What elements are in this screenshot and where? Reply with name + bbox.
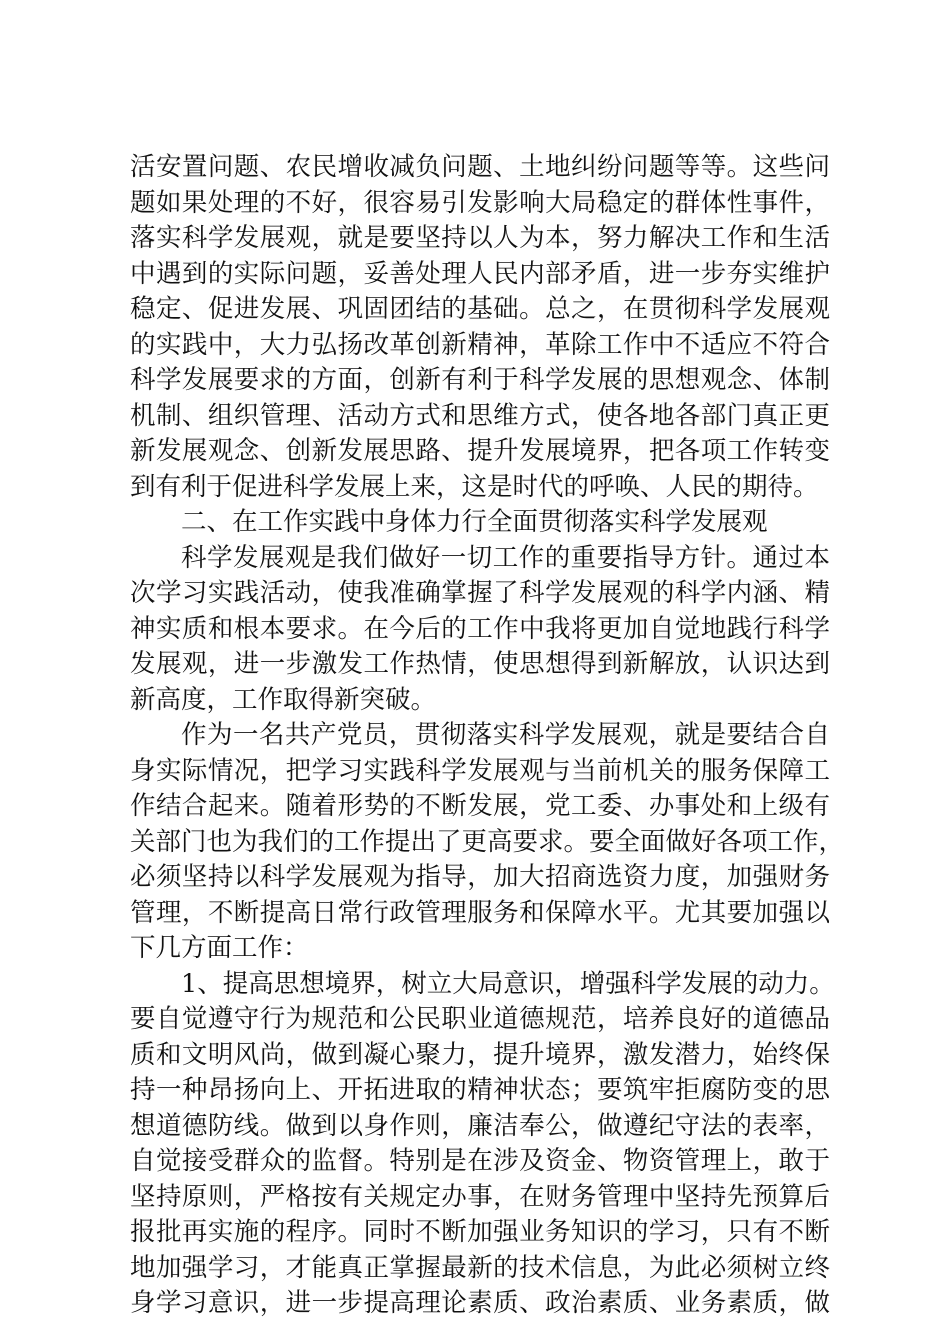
text-line: 到有利于促进科学发展上来，这是时代的呼唤、人民的期待。 — [130, 471, 819, 502]
text-line: 坚持原则，严格按有关规定办事，在财务管理中坚持先预算后 — [130, 1181, 830, 1212]
text-line: 新发展观念、创新发展思路、提升发展境界，把各项工作转变 — [130, 436, 830, 466]
text-line: 中遇到的实际问题，妥善处理人民内部矛盾，进一步夯实维护 — [130, 258, 830, 289]
text-line: 要自觉遵守行为规范和公民职业道德规范，培养良好的道德品 — [130, 1004, 830, 1034]
text-line: 身实际情况，把学习实践科学发展观与当前机关的服务保障工 — [130, 755, 830, 786]
text-line: 地加强学习，才能真正掌握最新的技术信息，为此必须树立终 — [130, 1252, 830, 1283]
text-line: 的实践中，大力弘扬改革创新精神，革除工作中不适应不符合 — [130, 329, 830, 360]
document-body — [130, 150, 845, 1322]
text-line: 机制、组织管理、活动方式和思维方式，使各地各部门真正更 — [130, 400, 830, 431]
text-line: 必须坚持以科学发展观为指导，加大招商选资力度，加强财务 — [130, 862, 830, 892]
text-line: 科学发展要求的方面，创新有利于科学发展的思想观念、体制 — [130, 365, 830, 395]
text-line: 新高度，工作取得新突破。 — [130, 684, 437, 715]
text-line: 关部门也为我们的工作提出了更高要求。要全面做好各项工作， — [130, 826, 845, 857]
section-heading: 二、在工作实践中身体力行全面贯彻落实科学发展观 — [181, 507, 768, 537]
text-line: 题如果处理的不好，很容易引发影响大局稳定的群体性事件， — [130, 187, 830, 218]
paragraph-start-line: 1、提高思想境界，树立大局意识，增强科学发展的动力。 — [181, 968, 835, 999]
text-line: 稳定、促进发展、巩固团结的基础。总之，在贯彻科学发展观 — [130, 294, 830, 324]
text-line: 身学习意识，进一步提高理论素质、政治素质、业务素质，做 — [130, 1288, 830, 1318]
text-line: 发展观，进一步激发工作热情，使思想得到新解放，认识达到 — [130, 649, 830, 679]
text-line: 作结合起来。随着形势的不断发展，党工委、办事处和上级有 — [130, 791, 830, 821]
text-line: 持一种昂扬向上、开拓进取的精神状态；要筑牢拒腐防变的思 — [130, 1075, 830, 1105]
text-line: 下几方面工作： — [130, 933, 309, 963]
text-line: 次学习实践活动，使我准确掌握了科学发展观的科学内涵、精 — [130, 578, 830, 608]
text-line: 管理，不断提高日常行政管理服务和保障水平。尤其要加强以 — [130, 897, 830, 928]
text-line: 想道德防线。做到以身作则，廉洁奉公，做遵纪守法的表率， — [130, 1110, 830, 1141]
paragraph-start-line: 科学发展观是我们做好一切工作的重要指导方针。通过本 — [181, 542, 830, 573]
text-line: 落实科学发展观，就是要坚持以人为本，努力解决工作和生活 — [130, 223, 830, 253]
text-line: 质和文明风尚，做到凝心聚力，提升境界，激发潜力，始终保 — [130, 1039, 830, 1070]
text-line: 神实质和根本要求。在今后的工作中我将更加自觉地践行科学 — [130, 613, 830, 644]
text-line: 报批再实施的程序。同时不断加强业务知识的学习，只有不断 — [130, 1217, 830, 1247]
text-line: 自觉接受群众的监督。特别是在涉及资金、物资管理上，敢于 — [130, 1146, 830, 1176]
text-line: 活安置问题、农民增收减负问题、土地纠纷问题等等。这些问 — [130, 152, 830, 182]
paragraph-start-line: 作为一名共产党员，贯彻落实科学发展观，就是要结合自 — [181, 720, 830, 750]
